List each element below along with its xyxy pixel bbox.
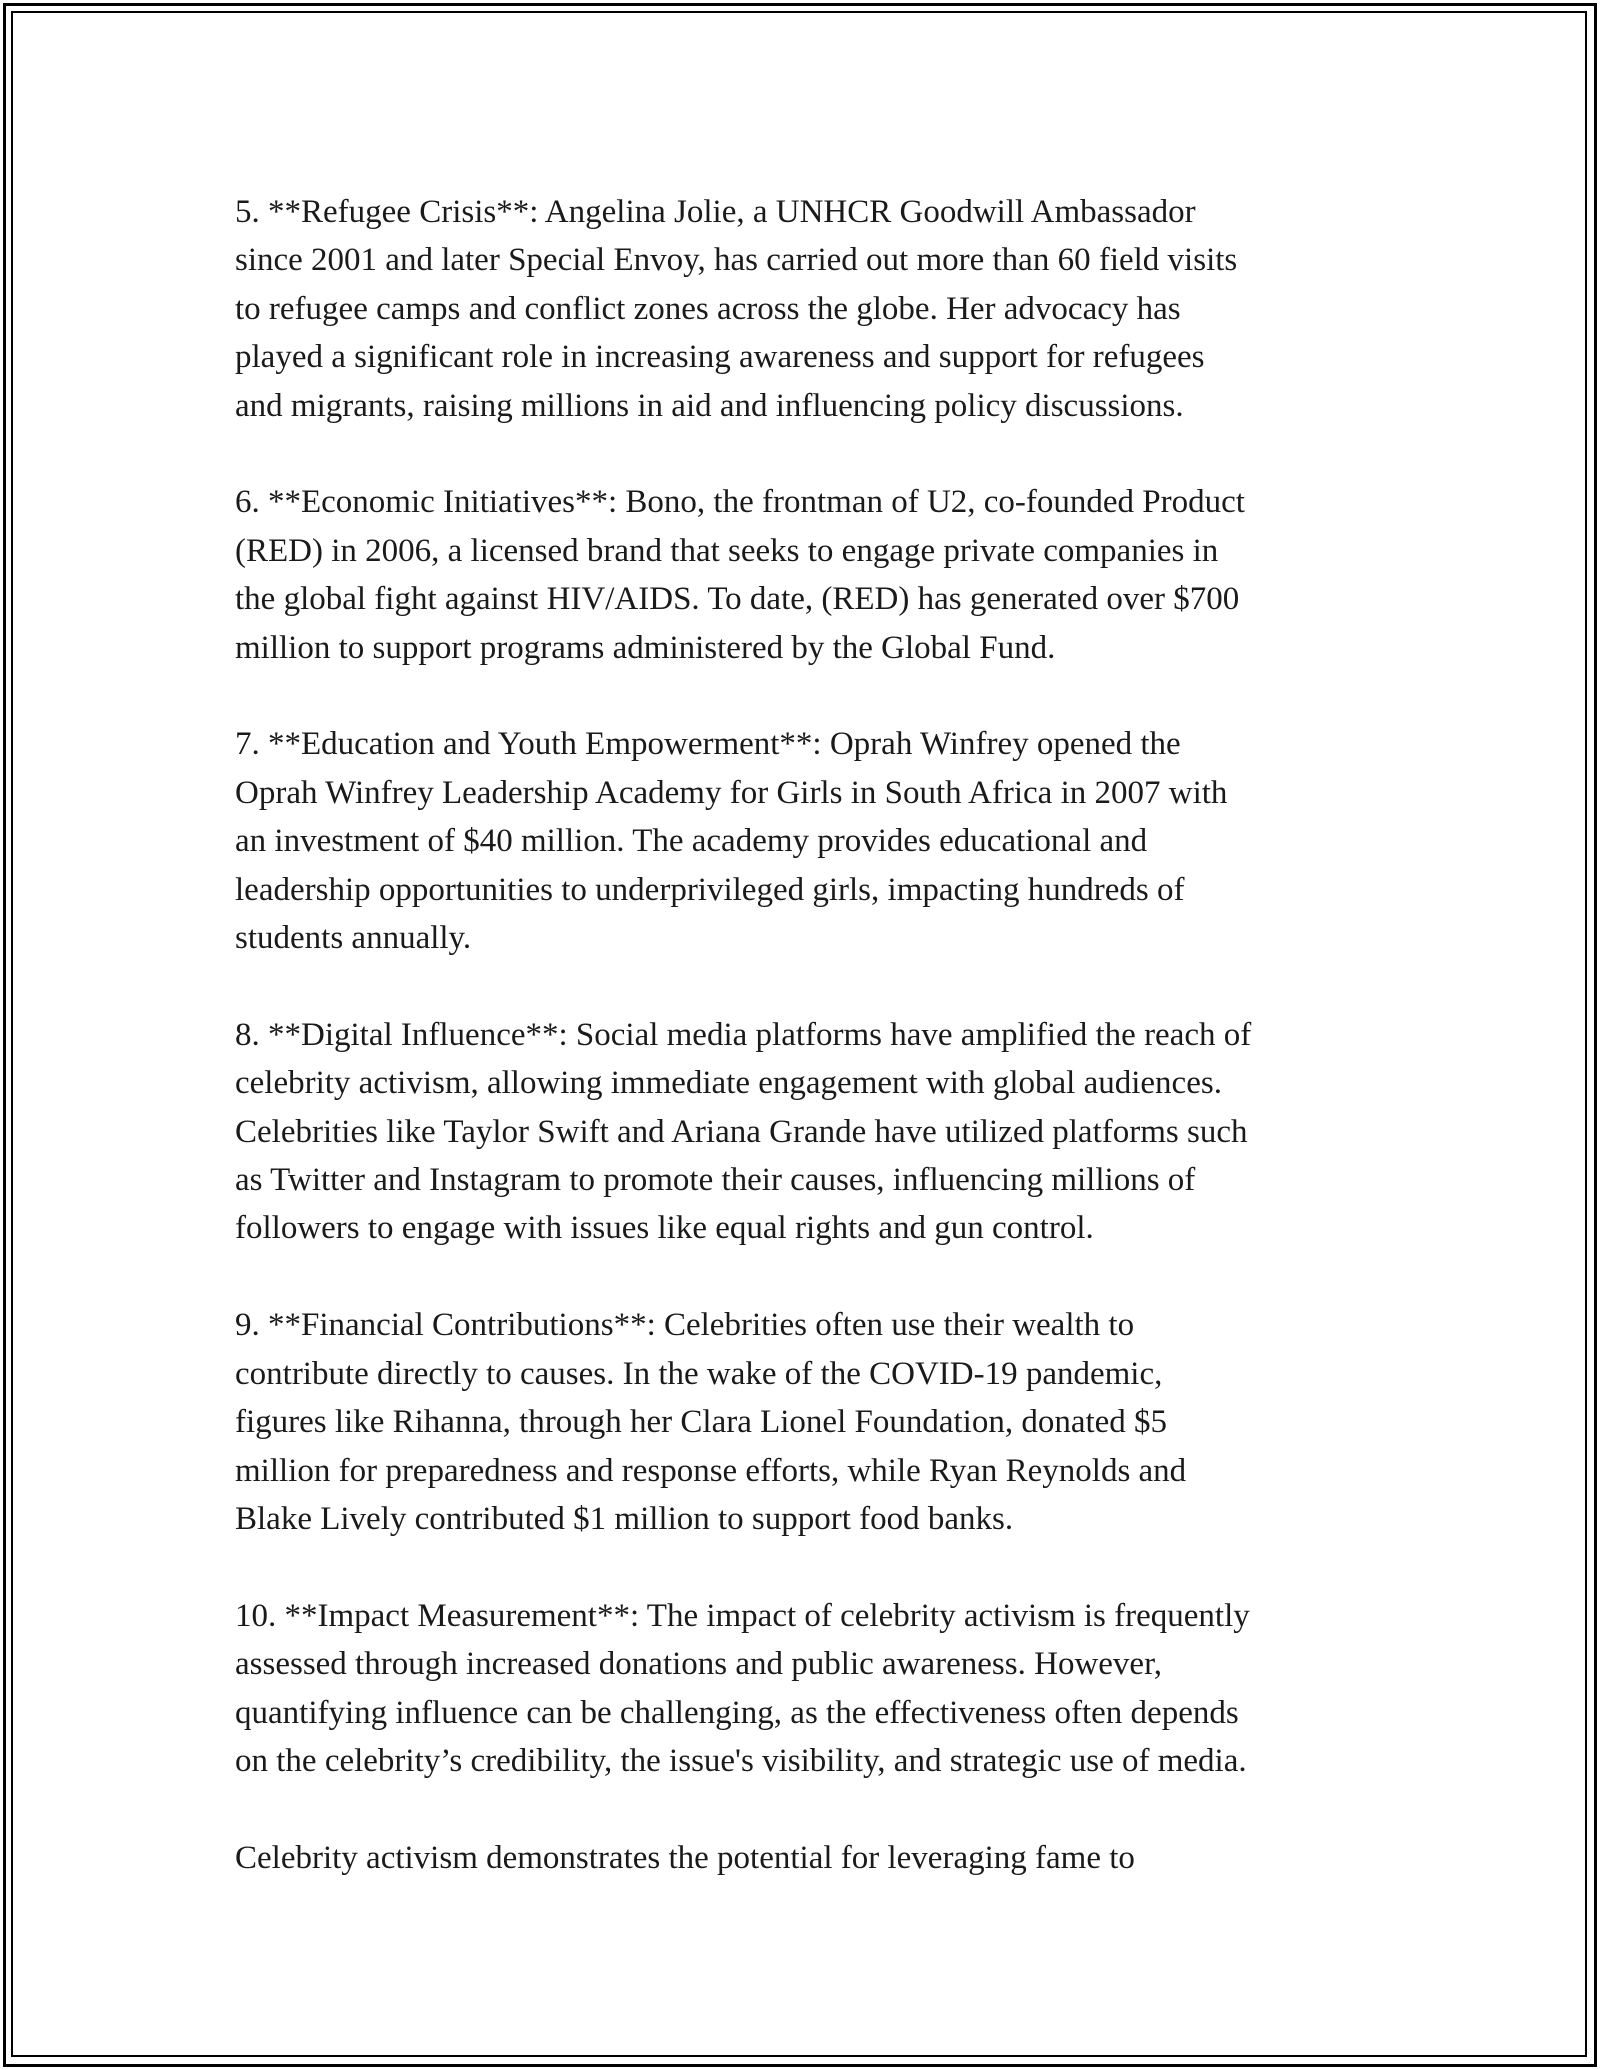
paragraph-refugee-crisis: 5. **Refugee Crisis**: Angelina Jolie, a UNHCR Goodwill Ambassador since 2001 and later Special Envoy, has carried out more than 60 field visits to refugee camps and conflict zones across the globe. Her advocacy has played a significant role in increasing awareness and support for refugees and migrants, raising millions in aid and influencing policy discussions. [235, 194, 1238, 424]
paragraph-education-youth-empowerment: 7. **Education and Youth Empowerment**: Oprah Winfrey opened the Oprah Winfrey Leadership Academy for Girls in South Africa in 2007 with an investment of $40 million. The academy provides educational and leadership opportunities to underprivileged girls, impacting hundreds of students annually. [235, 726, 1228, 957]
paragraph-digital-influence: 8. **Digital Influence**: Social media platforms have amplified the reach of celebrity activism, allowing immediate engagement with global audiences. Celebrities like Taylor Swift and Ariana Grande have utilized platforms such as Twitter and Instagram to promote their causes, influencing millions of followers to engage with issues like equal rights and gun control. [235, 1016, 1252, 1247]
document-body [235, 188, 1375, 1882]
paragraph-financial-contributions: 9. **Financial Contributions**: Celebrities often use their wealth to contribute directly to causes. In the wake of the COVID-19 pandemic, figures like Rihanna, through her Clara Lionel Foundation, donated $5 million for preparedness and response efforts, while Ryan Reynolds and Blake Lively contributed $1 million to support food banks. [235, 1307, 1187, 1537]
paragraph-impact-measurement: 10. **Impact Measurement**: The impact of celebrity activism is frequently assessed through increased donations and public awareness. However, quantifying influence can be challenging, as the effectiveness often depends on the celebrity’s credibility, the issue's visibility, and strategic use of media. [235, 1597, 1250, 1779]
paragraph-conclusion: Celebrity activism demonstrates the potential for leveraging fame to [235, 1839, 1135, 1876]
paragraph-economic-initiatives: 6. **Economic Initiatives**: Bono, the frontman of U2, co-founded Product (RED) in 2006, a licensed brand that seeks to engage private companies in the global fight against HIV/AIDS. To date, (RED) has generated over $700 million to support programs administered by the Global Fund. [235, 484, 1245, 666]
